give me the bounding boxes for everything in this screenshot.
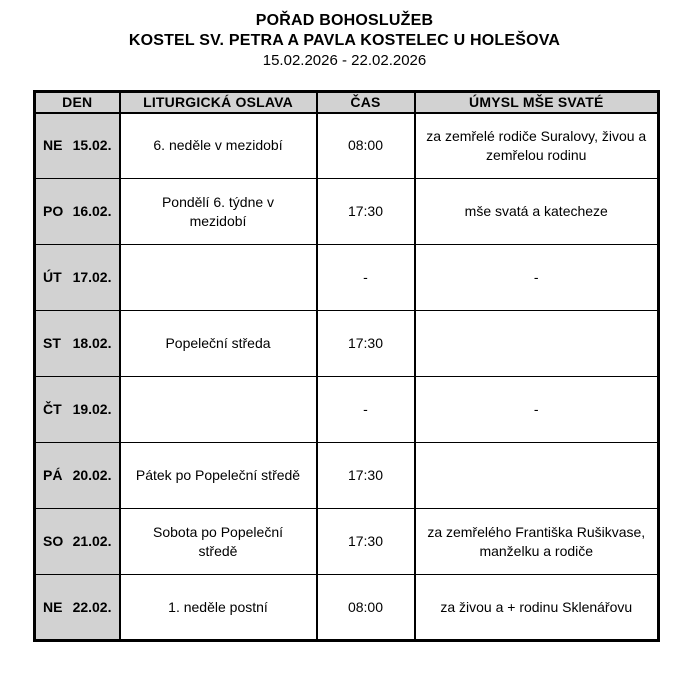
- day-abbr: PO: [43, 203, 64, 219]
- day-label: [36, 400, 119, 419]
- table-row: [35, 377, 659, 443]
- intention-cell: [415, 311, 659, 377]
- day-cell: [35, 443, 120, 509]
- church-name: KOSTEL SV. PETRA A PAVLA KOSTELEC U HOLEŠOVA: [128, 32, 561, 49]
- day-date: 18.02.: [72, 335, 112, 351]
- table-row: [35, 113, 659, 179]
- table-row: [35, 245, 659, 311]
- day-label: [36, 268, 119, 287]
- day-cell: [35, 377, 120, 443]
- day-label: [36, 532, 119, 551]
- day-cell: [35, 575, 120, 641]
- intention-cell: -: [415, 377, 659, 443]
- day-label: [36, 466, 119, 485]
- table-row: [35, 179, 659, 245]
- intention-cell: za živou a + rodinu Sklenářovu: [415, 575, 659, 641]
- intention-cell: mše svatá a katecheze: [415, 179, 659, 245]
- time-cell: 17:30: [317, 443, 415, 509]
- time-cell: 17:30: [317, 509, 415, 575]
- day-abbr: SO: [43, 533, 64, 549]
- day-cell: [35, 113, 120, 179]
- title-block: [0, 0, 689, 71]
- day-date: 17.02.: [72, 269, 112, 285]
- day-label: [36, 202, 119, 221]
- table-row: [35, 443, 659, 509]
- col-header-cas: ČAS: [317, 92, 415, 113]
- day-cell: [35, 311, 120, 377]
- day-cell: [35, 509, 120, 575]
- schedule-table: [33, 90, 660, 642]
- table-header-row: [35, 92, 659, 113]
- intention-cell: [415, 443, 659, 509]
- col-header-umysl-mse-svate: ÚMYSL MŠE SVATÉ: [415, 92, 659, 113]
- celebration-cell: Pondělí 6. týdne v mezidobí: [120, 179, 317, 245]
- day-label: [36, 136, 119, 155]
- intention-cell: za zemřelé rodiče Suralovy, živou a zemřelou rodinu: [415, 113, 659, 179]
- col-header-den: DEN: [35, 92, 120, 113]
- time-cell: 17:30: [317, 179, 415, 245]
- table-row: [35, 509, 659, 575]
- celebration-cell: 1. neděle postní: [120, 575, 317, 641]
- day-abbr: NE: [43, 137, 63, 154]
- day-date: 16.02.: [72, 203, 112, 219]
- celebration-cell: Popeleční středa: [120, 311, 317, 377]
- day-date: 20.02.: [72, 467, 112, 483]
- intention-cell: za zemřelého Františka Rušikvase, manželku a rodiče: [415, 509, 659, 575]
- day-abbr: ÚT: [43, 269, 62, 285]
- day-date: 19.02.: [72, 401, 112, 417]
- date-range: 15.02.2026 - 22.02.2026: [262, 52, 427, 69]
- table-row: [35, 311, 659, 377]
- day-date: 21.02.: [72, 533, 112, 549]
- intention-cell: -: [415, 245, 659, 311]
- celebration-cell: 6. neděle v mezidobí: [120, 113, 317, 179]
- time-cell: -: [317, 245, 415, 311]
- table-row: [35, 575, 659, 641]
- day-label: [36, 598, 119, 617]
- time-cell: 17:30: [317, 311, 415, 377]
- celebration-cell: Pátek po Popeleční středě: [120, 443, 317, 509]
- time-cell: 08:00: [317, 113, 415, 179]
- day-abbr: PÁ: [43, 467, 63, 483]
- day-label: [36, 334, 119, 353]
- time-cell: -: [317, 377, 415, 443]
- page-title: POŘAD BOHOSLUŽEB: [255, 12, 434, 29]
- celebration-cell: [120, 245, 317, 311]
- day-date: 15.02.: [72, 137, 112, 154]
- day-cell: [35, 179, 120, 245]
- day-abbr: ČT: [43, 401, 62, 417]
- day-date: 22.02.: [72, 598, 112, 615]
- celebration-cell: [120, 377, 317, 443]
- time-cell: 08:00: [317, 575, 415, 641]
- col-header-liturgicka-oslava: LITURGICKÁ OSLAVA: [120, 92, 317, 113]
- day-abbr: ST: [43, 335, 61, 351]
- celebration-cell: Sobota po Popeleční středě: [120, 509, 317, 575]
- day-cell: [35, 245, 120, 311]
- day-abbr: NE: [43, 598, 63, 615]
